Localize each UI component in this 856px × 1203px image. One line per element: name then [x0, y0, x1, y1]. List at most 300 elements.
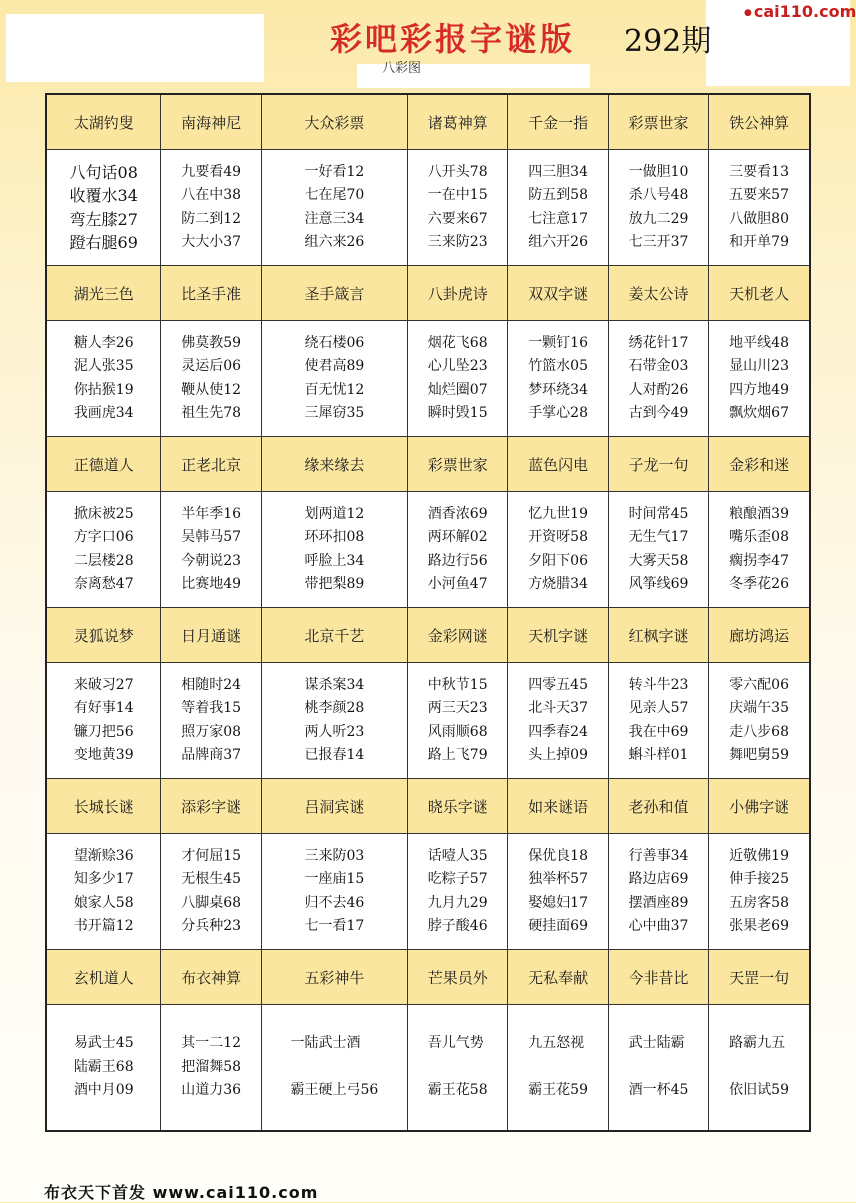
riddle-line: 变地黄39 — [73, 747, 134, 763]
riddle-lines — [305, 674, 365, 768]
footer-credit[interactable]: 布衣天下首发 www.cai110.com — [44, 1183, 319, 1202]
riddle-lines — [181, 1032, 241, 1103]
riddle-line: 酒一杯45 — [628, 1082, 689, 1099]
header-blank-left — [6, 14, 264, 82]
riddle-line: 见亲人57 — [628, 700, 689, 716]
site-logo[interactable] — [744, 2, 856, 21]
riddle-line: 独举杯57 — [528, 871, 589, 887]
riddle-line: 九五怒视 — [528, 1035, 585, 1052]
riddle-lines — [291, 1032, 379, 1103]
riddle-line: 霸王花59 — [528, 1082, 589, 1099]
riddle-line: 呼脸上34 — [304, 552, 365, 569]
riddle-lines — [74, 674, 134, 768]
column-header: 彩票世家 — [408, 437, 508, 492]
riddle-line: 风雨顺68 — [427, 723, 488, 740]
column-header: 五彩神牛 — [261, 950, 407, 1005]
riddle-lines — [629, 1032, 689, 1103]
riddle-cell — [261, 492, 407, 608]
riddle-line: 酒中月09 — [73, 1082, 134, 1099]
riddle-line: 分兵种23 — [181, 918, 242, 934]
header-row — [46, 779, 810, 834]
column-header: 正老北京 — [161, 437, 261, 492]
column-header: 无私奉献 — [508, 950, 608, 1005]
riddle-line: 杀八号48 — [628, 187, 689, 203]
riddle-cell — [709, 834, 810, 950]
riddle-cell — [261, 150, 407, 266]
riddle-line: 糖人李26 — [73, 334, 134, 351]
riddle-lines — [181, 503, 241, 597]
riddle-lines — [428, 503, 488, 597]
riddle-line: 瘸拐李47 — [729, 552, 789, 569]
riddle-cell — [508, 834, 608, 950]
riddle-line: 三来防03 — [304, 847, 365, 864]
riddle-line: 奈离愁47 — [73, 576, 134, 592]
riddle-line: 镰刀把56 — [73, 723, 134, 740]
riddle-lines — [729, 845, 789, 939]
riddle-lines — [729, 1032, 789, 1103]
riddle-line: 两人听23 — [304, 723, 365, 740]
riddle-line: 我在中69 — [628, 723, 689, 740]
column-header: 廊坊鸿运 — [709, 608, 810, 663]
riddle-line: 半年季16 — [181, 505, 242, 522]
column-header: 大众彩票 — [261, 94, 407, 150]
riddle-cell — [709, 150, 810, 266]
riddle-line: 弯左膝27 — [69, 209, 138, 229]
riddle-line: 转斗牛23 — [628, 676, 689, 693]
riddle-line: 四方地49 — [729, 381, 789, 398]
riddle-line: 头上掉09 — [528, 747, 589, 763]
riddle-line: 一好看12 — [304, 163, 365, 180]
riddle-lines — [729, 332, 789, 426]
riddle-line: 瞬时毁15 — [427, 405, 488, 421]
riddle-line: 归不去46 — [304, 894, 365, 911]
column-header: 蓝色闪电 — [508, 437, 608, 492]
header-row — [46, 94, 810, 150]
column-header: 添彩字谜 — [161, 779, 261, 834]
riddle-lines — [428, 845, 488, 939]
riddle-line: 放九二29 — [628, 210, 689, 227]
riddle-line: 心儿坠23 — [427, 358, 488, 374]
riddle-lines — [74, 503, 134, 597]
riddle-lines — [305, 845, 365, 939]
riddle-cell — [46, 321, 161, 437]
riddle-cell — [46, 492, 161, 608]
riddle-line: 灿烂圈07 — [427, 381, 488, 398]
riddle-line: 庆端午35 — [729, 700, 789, 716]
riddle-line: 梦环绕34 — [528, 381, 589, 398]
riddle-lines — [729, 674, 789, 768]
riddle-lines — [70, 161, 138, 255]
riddle-line: 有好事14 — [73, 700, 134, 716]
riddle-cell — [709, 663, 810, 779]
riddle-line: 话噎人35 — [427, 847, 488, 864]
riddle-cell — [508, 492, 608, 608]
riddle-line: 八在中38 — [181, 187, 242, 203]
riddle-line: 三要看13 — [729, 163, 789, 180]
riddle-line: 霸王硬上弓56 — [290, 1082, 379, 1099]
riddle-lines — [305, 332, 365, 426]
riddle-line: 划两道12 — [304, 505, 365, 522]
riddle-cell — [261, 834, 407, 950]
column-header: 晓乐字谜 — [408, 779, 508, 834]
riddle-line: 祖生先78 — [181, 405, 242, 421]
riddle-line: 蹬右腿69 — [69, 233, 138, 252]
column-header: 吕洞宾谜 — [261, 779, 407, 834]
riddle-line: 霸王花58 — [427, 1082, 488, 1099]
riddle-cell — [161, 663, 261, 779]
riddle-line: 九月九29 — [427, 894, 488, 911]
riddle-lines — [181, 845, 241, 939]
riddle-line: 方字口06 — [73, 529, 134, 545]
riddle-cell — [261, 1005, 407, 1132]
riddle-line: 武士陆霸 — [628, 1035, 685, 1052]
subtitle-fragment — [382, 57, 421, 67]
riddle-line: 五要来57 — [729, 187, 789, 203]
riddle-line: 掀床被25 — [73, 505, 134, 522]
riddle-lines — [74, 845, 134, 939]
riddle-line: 一颗钉16 — [528, 334, 589, 351]
riddle-lines — [428, 161, 488, 255]
riddle-line: 无生气17 — [628, 529, 689, 545]
column-header: 如来谜语 — [508, 779, 608, 834]
column-header: 正德道人 — [46, 437, 161, 492]
riddle-line: 夕阳下06 — [528, 552, 589, 569]
riddle-line: 路边行56 — [427, 552, 488, 569]
riddle-lines — [729, 161, 789, 255]
riddle-line: 把溜舞58 — [181, 1058, 242, 1075]
riddle-line: 使君高89 — [304, 358, 365, 374]
riddle-line: 一陆武士酒 — [290, 1035, 361, 1052]
riddle-line: 收覆水34 — [69, 186, 138, 205]
riddle-line: 防五到58 — [528, 187, 589, 203]
riddle-line: 开资呀58 — [528, 529, 589, 545]
riddle-line: 一在中15 — [427, 187, 488, 203]
riddle-lines — [629, 674, 689, 768]
riddle-line: 张果老69 — [729, 918, 789, 934]
riddle-line: 古到今49 — [628, 405, 689, 421]
riddle-lines — [528, 161, 588, 255]
column-header: 姜太公诗 — [608, 266, 708, 321]
riddle-cell — [261, 663, 407, 779]
riddle-line: 已报春14 — [304, 747, 365, 763]
riddle-lines — [729, 503, 789, 597]
riddle-line: 绣花针17 — [628, 334, 689, 351]
riddle-line: 娘家人58 — [73, 894, 134, 911]
riddle-lines — [528, 845, 588, 939]
riddle-line: 路上飞79 — [427, 747, 488, 763]
riddle-cell — [46, 1005, 161, 1132]
column-header: 铁公神算 — [709, 94, 810, 150]
riddle-line: 四季春24 — [528, 723, 589, 740]
column-header: 芒果员外 — [408, 950, 508, 1005]
riddle-line: 小河鱼47 — [427, 576, 488, 592]
riddle-line: 方烧腊34 — [528, 576, 589, 592]
riddle-cell — [608, 834, 708, 950]
riddle-cell — [709, 321, 810, 437]
column-header: 太湖钓叟 — [46, 94, 161, 150]
riddle-line: 环环扣08 — [304, 529, 365, 545]
riddle-line: 你拈猴19 — [73, 381, 134, 398]
column-header: 双双字谜 — [508, 266, 608, 321]
riddle-cell — [261, 321, 407, 437]
riddle-line: 竹篮水05 — [528, 358, 589, 374]
riddle-line: 品牌商37 — [181, 747, 242, 763]
riddle-line: 时间常45 — [628, 505, 689, 522]
riddle-cell — [709, 1005, 810, 1132]
riddle-cell — [508, 1005, 608, 1132]
riddle-line: 北斗天37 — [528, 700, 589, 716]
column-header: 湖光三色 — [46, 266, 161, 321]
riddle-line: 绕石楼06 — [304, 334, 365, 351]
riddle-cell — [161, 834, 261, 950]
riddle-line: 三犀窃35 — [304, 405, 365, 421]
riddle-line: 组六开26 — [528, 234, 589, 250]
riddle-lines — [629, 845, 689, 939]
riddle-line: 山道力36 — [181, 1082, 242, 1099]
column-header: 玄机道人 — [46, 950, 161, 1005]
riddle-line: 来破习27 — [73, 676, 134, 693]
riddle-line: 七一看17 — [304, 918, 365, 934]
riddle-cell — [608, 1005, 708, 1132]
riddle-lines — [181, 332, 241, 426]
riddle-line: 带把梨89 — [304, 576, 365, 592]
riddle-line: 大雾天58 — [628, 552, 689, 569]
riddle-line: 两三天23 — [427, 700, 488, 716]
riddle-line: 桃李颜28 — [304, 700, 365, 716]
header-row — [46, 266, 810, 321]
riddle-lines — [181, 674, 241, 768]
riddle-cell — [46, 150, 161, 266]
riddle-line: 酒香浓69 — [427, 505, 488, 522]
riddle-line: 人对酌26 — [628, 381, 689, 398]
riddle-line: 防二到12 — [181, 210, 242, 227]
riddle-line: 中秋节15 — [427, 676, 488, 693]
riddle-line: 书开篇12 — [73, 918, 134, 934]
riddle-line: 八做胆80 — [729, 210, 789, 227]
riddle-lines — [629, 161, 689, 255]
riddle-line: 易武士45 — [73, 1035, 134, 1052]
riddle-line: 七三开37 — [628, 234, 689, 250]
riddle-line: 路霸九五 — [729, 1035, 786, 1052]
header-row — [46, 950, 810, 1005]
riddle-line: 烟花飞68 — [427, 334, 488, 351]
riddle-cell — [408, 321, 508, 437]
riddle-line: 依旧试59 — [729, 1082, 789, 1099]
column-header: 比圣手准 — [161, 266, 261, 321]
riddle-lines — [528, 1032, 588, 1103]
riddle-line: 大大小37 — [181, 234, 242, 250]
riddle-row — [46, 150, 810, 266]
riddle-line: 飘炊烟67 — [729, 405, 789, 421]
riddle-line — [729, 1056, 789, 1080]
riddle-line: 三来防23 — [427, 234, 488, 250]
column-header: 天罡一句 — [709, 950, 810, 1005]
riddle-cell — [608, 492, 708, 608]
riddle-cell — [161, 150, 261, 266]
riddle-lines — [629, 503, 689, 597]
column-header: 八卦虎诗 — [408, 266, 508, 321]
riddle-line: 冬季花26 — [729, 576, 789, 592]
riddle-line: 百无忧12 — [304, 381, 365, 398]
riddle-cell — [508, 150, 608, 266]
riddle-line: 八句话08 — [69, 162, 138, 182]
riddle-line — [629, 1056, 689, 1080]
column-header: 天机字谜 — [508, 608, 608, 663]
riddle-line: 心中曲37 — [628, 918, 689, 934]
column-header: 老孙和值 — [608, 779, 708, 834]
riddle-line: 硬挂面69 — [528, 918, 589, 934]
riddle-line: 两环解02 — [427, 529, 488, 545]
riddle-line: 泥人张35 — [73, 358, 134, 374]
riddle-line: 等着我15 — [181, 700, 242, 716]
riddle-line: 佛莫教59 — [181, 334, 242, 351]
issue-number: 292期 — [624, 24, 712, 59]
column-header: 诸葛神算 — [408, 94, 508, 150]
riddle-lines — [428, 332, 488, 426]
riddle-cell — [408, 1005, 508, 1132]
riddle-lines — [74, 1032, 134, 1103]
column-header: 金彩和迷 — [709, 437, 810, 492]
riddle-line — [528, 1056, 588, 1080]
riddle-line: 显山川23 — [729, 358, 789, 374]
riddle-lines — [305, 503, 365, 597]
riddle-line: 嘴乐歪08 — [729, 529, 789, 545]
riddle-line: 行善事34 — [628, 847, 689, 864]
riddle-lines — [528, 674, 588, 768]
column-header: 布衣神算 — [161, 950, 261, 1005]
riddle-line: 注意三34 — [304, 210, 365, 227]
riddle-cell — [608, 321, 708, 437]
riddle-cell — [408, 150, 508, 266]
riddle-line — [291, 1056, 379, 1080]
riddle-line: 九要看49 — [181, 163, 242, 180]
riddle-row — [46, 834, 810, 950]
riddle-line: 吃粽子57 — [427, 871, 488, 887]
column-header: 长城长谜 — [46, 779, 161, 834]
riddle-line: 零六配06 — [729, 676, 789, 693]
riddle-line: 陆霸王68 — [73, 1058, 134, 1075]
riddle-line: 吴韩马57 — [181, 529, 242, 545]
riddle-line: 石带金03 — [628, 358, 689, 374]
dot-icon: ● — [744, 7, 752, 18]
riddle-line: 脖子酸46 — [427, 918, 488, 934]
riddle-cell — [508, 321, 608, 437]
riddle-line: 相随时24 — [181, 676, 242, 693]
riddle-line: 比赛地49 — [181, 576, 242, 592]
riddle-cell — [709, 492, 810, 608]
riddle-line: 四零五45 — [528, 676, 589, 693]
riddle-line: 摆酒座89 — [628, 894, 689, 911]
riddle-cell — [46, 834, 161, 950]
riddle-line: 五房客58 — [729, 894, 789, 911]
riddle-line: 无根生45 — [181, 871, 242, 887]
riddle-line: 今朝说23 — [181, 552, 242, 569]
riddle-line: 手掌心28 — [528, 405, 589, 421]
riddle-line: 舞吧舅59 — [729, 747, 789, 763]
page-title: 彩吧彩报字谜版 — [330, 20, 576, 58]
riddle-cell — [608, 663, 708, 779]
riddle-line: 伸手接25 — [729, 871, 789, 887]
header-row — [46, 608, 810, 663]
riddle-line: 地平线48 — [729, 334, 789, 351]
column-header: 金彩网谜 — [408, 608, 508, 663]
column-header: 北京千艺 — [261, 608, 407, 663]
riddle-cell — [161, 492, 261, 608]
riddle-lines — [181, 161, 241, 255]
riddle-line: 近敬佛19 — [729, 847, 789, 864]
column-header: 小佛字谜 — [709, 779, 810, 834]
column-header: 天机老人 — [709, 266, 810, 321]
column-header: 缘来缘去 — [261, 437, 407, 492]
riddle-line: 和开单79 — [729, 234, 789, 250]
column-header: 今非昔比 — [608, 950, 708, 1005]
riddle-row — [46, 492, 810, 608]
riddle-line: 保优良18 — [528, 847, 589, 864]
riddle-line: 七在尾70 — [304, 187, 365, 203]
riddle-line: 粮酿酒39 — [729, 505, 789, 522]
riddle-line — [428, 1056, 488, 1080]
riddle-row — [46, 1005, 810, 1132]
riddle-line: 谋杀案34 — [304, 676, 365, 693]
riddle-line: 知多少17 — [73, 871, 134, 887]
riddle-cell — [408, 663, 508, 779]
riddle-line: 七注意17 — [528, 210, 589, 227]
riddle-cell — [408, 492, 508, 608]
site-name: cai110.com — [753, 2, 856, 21]
column-header: 圣手箴言 — [261, 266, 407, 321]
header-row — [46, 437, 810, 492]
riddle-line: 一做胆10 — [628, 163, 689, 180]
riddle-lines — [74, 332, 134, 426]
riddle-line: 六要来67 — [427, 210, 488, 227]
riddle-line: 我画虎34 — [73, 405, 134, 421]
riddle-line: 鞭从使12 — [181, 381, 242, 398]
riddle-row — [46, 321, 810, 437]
riddle-lines — [629, 332, 689, 426]
riddle-line: 灵运后06 — [181, 358, 242, 374]
riddle-cell — [161, 321, 261, 437]
riddle-cell — [408, 834, 508, 950]
column-header: 南海神尼 — [161, 94, 261, 150]
riddle-line: 八脚桌68 — [181, 894, 242, 911]
riddle-line: 才何屈15 — [181, 847, 242, 864]
riddle-line: 娶媳妇17 — [528, 894, 589, 911]
riddle-line: 吾儿气势 — [427, 1035, 484, 1052]
column-header: 红枫字谜 — [608, 608, 708, 663]
riddle-cell — [508, 663, 608, 779]
column-header: 千金一指 — [508, 94, 608, 150]
riddle-cell — [608, 150, 708, 266]
riddle-line: 风筝线69 — [628, 576, 689, 592]
riddle-line: 一座庙15 — [304, 871, 365, 887]
riddle-cell — [46, 663, 161, 779]
riddle-cell — [161, 1005, 261, 1132]
riddle-line: 走八步68 — [729, 723, 789, 740]
riddle-lines — [305, 161, 365, 255]
riddle-table — [45, 93, 811, 1132]
riddle-line: 八开头78 — [427, 163, 488, 180]
riddle-line: 忆九世19 — [528, 505, 589, 522]
riddle-lines — [428, 1032, 488, 1103]
riddle-row — [46, 663, 810, 779]
riddle-line: 蝌斗样01 — [628, 747, 689, 763]
riddle-line: 组六来26 — [304, 234, 365, 250]
column-header: 彩票世家 — [608, 94, 708, 150]
riddle-lines — [428, 674, 488, 768]
column-header: 灵狐说梦 — [46, 608, 161, 663]
riddle-line: 望渐赊36 — [73, 847, 134, 864]
riddle-lines — [528, 332, 588, 426]
